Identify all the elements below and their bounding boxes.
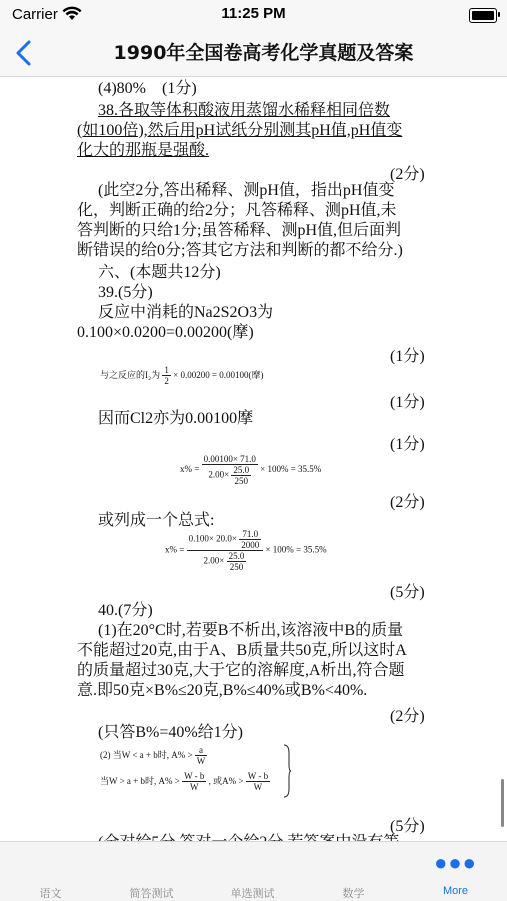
- tab-more[interactable]: ●●● More: [404, 842, 507, 901]
- score-label: (2分): [390, 166, 425, 183]
- tab-single-choice-test[interactable]: 单选测试: [230, 888, 275, 900]
- score-label: (5分): [390, 584, 425, 601]
- text-line: 因而Cl2亦为0.00100摩: [98, 410, 254, 427]
- tab-chinese[interactable]: 语文: [39, 888, 62, 900]
- score-label: (2分): [390, 494, 425, 511]
- text-line: 的质量超过30克,大于它的溶解度,A析出,符合题: [77, 662, 405, 679]
- formula-image: 与之反应的I₂为 $\frac{1}{2}$ × 0.00200 = 0.00100(摩): [100, 365, 264, 387]
- question-number: 39.(5分): [98, 284, 153, 301]
- score-label: (1分): [390, 436, 425, 453]
- text-line: (此空2分,答出稀释、测pH值，指出pH值变: [98, 182, 395, 199]
- tab-short-answer-test[interactable]: 简答测试: [129, 888, 174, 900]
- text-line: 或列成一个总式:: [98, 512, 215, 529]
- battery-icon: [469, 8, 497, 23]
- text-line: (如100倍),然后用pH试纸分别测其pH值,pH值变: [77, 122, 403, 139]
- question-number: 40.(7分): [98, 602, 153, 619]
- text-line: 意.即50克×B%≤20克,B%≤40%或B%<40%.: [77, 682, 368, 699]
- more-dots-icon: ●●●: [434, 850, 477, 875]
- tab-math[interactable]: 数学: [342, 888, 365, 900]
- text-line: 38.各取等体积酸液用蒸馏水稀释相同倍数: [98, 102, 391, 119]
- text-line: (4)80% (1分): [98, 80, 197, 97]
- document-view[interactable]: [0, 77, 507, 841]
- back-chevron-icon[interactable]: [10, 36, 40, 70]
- section-heading: 六、(本题共12分): [98, 264, 221, 281]
- status-bar: [0, 0, 507, 30]
- brace-icon: [282, 743, 292, 799]
- formula-image: 当W > a + b时, A% > $\frac{W - b}{W}$ , 或A% > $\frac{W - b}{W}$: [100, 771, 269, 793]
- text-line: 化，判断正确的给2分；凡答稀释、测pH值,未: [77, 202, 397, 219]
- tab-bar: [0, 841, 507, 901]
- score-label: (1分): [390, 394, 425, 411]
- text-line: 断错误的给0分;答其它方法和判断的都不给分.): [77, 242, 403, 259]
- formula-image: x% = 0.00100× 71.0 2.00× $\frac{25.0}{250}$ × 100% = 35.5%: [180, 454, 322, 486]
- text-line: 0.100×0.0200=0.00200(摩): [77, 324, 254, 341]
- text-line: (1)在20°C时,若要B不析出,该溶液中B的质量: [98, 622, 404, 639]
- carrier-label: Carrier: [12, 6, 58, 23]
- text-line: 答判断的只给1分;虽答稀释、测pH值,但后面判: [77, 222, 402, 239]
- score-label: (5分): [390, 818, 425, 835]
- score-label: (2分): [390, 708, 425, 725]
- score-label: (1分): [390, 348, 425, 365]
- navigation-bar: [0, 30, 507, 77]
- page-title: 1990年全国卷高考化学真题及答案: [113, 42, 414, 64]
- scrollbar[interactable]: [501, 779, 504, 827]
- text-line: (只答B%=40%给1分): [98, 724, 244, 741]
- formula-image: x% = 0.100× 20.0× $\frac{71.0}{2000}$ 2.00× $\frac{25.0}{250}$ × 100% = 35.5%: [165, 529, 327, 572]
- clock: 11:25 PM: [221, 5, 286, 22]
- text-line: 不能超过20克,由于A、B质量共50克,所以这时A: [77, 642, 407, 659]
- formula-image: (2) 当W < a + b时, A% > $\frac{a}{W}$: [100, 745, 206, 767]
- text-line: 化大的那瓶是强酸.: [77, 142, 210, 159]
- text-line: 反应中消耗的Na2S2O3为: [98, 304, 274, 321]
